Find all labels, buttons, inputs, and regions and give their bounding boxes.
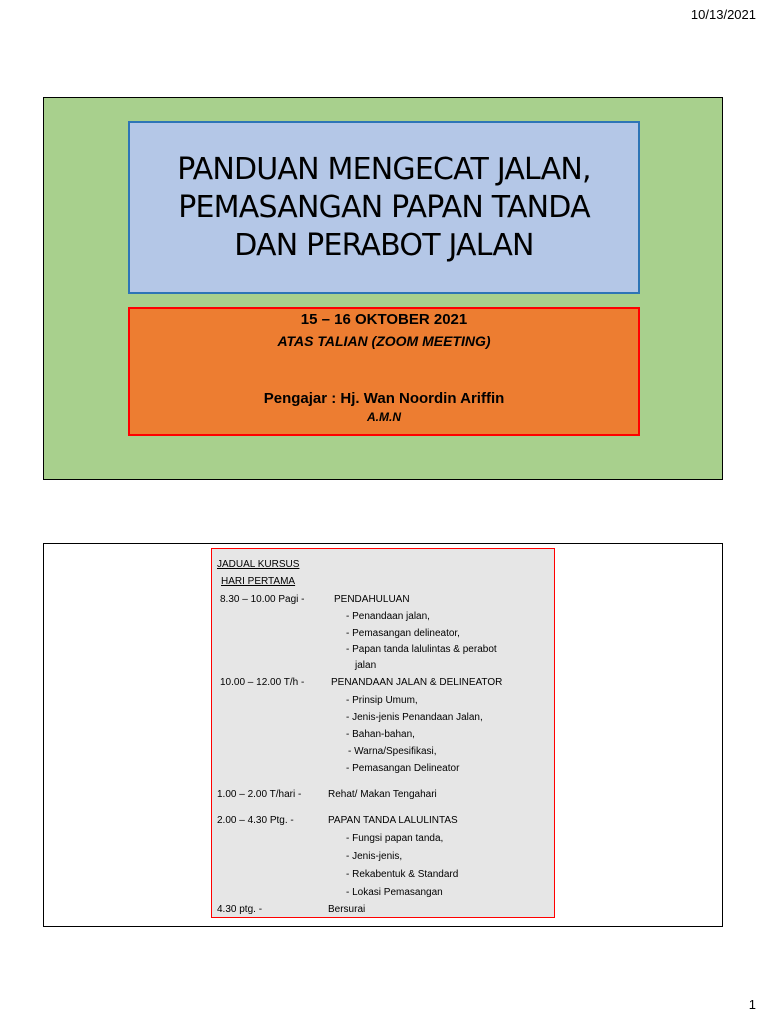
course-mode: ATAS TALIAN (ZOOM MEETING) — [277, 333, 491, 349]
slot-item: - Fungsi papan tanda, — [346, 833, 444, 844]
slot-item: - Penandaan jalan, — [346, 611, 430, 622]
slot-topic: PENANDAAN JALAN & DELINEATOR — [331, 677, 503, 688]
slot-item: - Bahan-bahan, — [346, 729, 415, 740]
slot-item: - Pemasangan delineator, — [346, 628, 460, 639]
slot-time: 4.30 ptg. - — [217, 904, 263, 915]
page-number: 1 — [748, 997, 756, 1012]
schedule-day: HARI PERTAMA — [221, 576, 296, 587]
slot-time: 10.00 – 12.00 T/h - — [220, 677, 305, 688]
slot-time: 8.30 – 10.00 Pagi - — [220, 594, 305, 605]
slot-topic: PAPAN TANDA LALULINTAS — [328, 815, 458, 826]
slot-topic: Bersurai — [328, 904, 366, 915]
teacher-name: Pengajar : Hj. Wan Noordin Ariffin — [263, 390, 505, 407]
slot-item: jalan — [355, 660, 377, 671]
slot-item: - Papan tanda lalulintas & perabot — [346, 644, 497, 655]
slot-item: - Lokasi Pemasangan — [346, 887, 443, 898]
title-line: DAN PERABOT JALAN — [234, 227, 534, 263]
slot-item: - Jenis-jenis, — [346, 851, 403, 862]
slot-item: - Warna/Spesifikasi, — [348, 746, 437, 757]
schedule-heading: JADUAL KURSUS — [217, 559, 300, 570]
schedule-slide — [43, 543, 723, 927]
title-line: PEMASANGAN PAPAN TANDA — [178, 189, 590, 225]
slot-item: - Prinsip Umum, — [346, 695, 418, 706]
course-date: 15 – 16 OKTOBER 2021 — [300, 311, 468, 328]
schedule-box — [211, 548, 555, 918]
slot-item: - Jenis-jenis Penandaan Jalan, — [346, 712, 483, 723]
teacher-title: A.M.N — [367, 410, 401, 424]
slot-topic: PENDAHULUAN — [334, 594, 410, 605]
slot-time: 2.00 – 4.30 Ptg. - — [217, 815, 294, 826]
slot-topic: Rehat/ Makan Tengahari — [328, 789, 437, 800]
title-slide — [43, 97, 723, 480]
print-date: 10/13/2021 — [690, 7, 756, 22]
info-box — [128, 307, 640, 436]
slot-item: - Pemasangan Delineator — [346, 763, 460, 774]
title-line: PANDUAN MENGECAT JALAN, — [177, 151, 591, 187]
slot-item: - Rekabentuk & Standard — [346, 869, 459, 880]
slot-time: 1.00 – 2.00 T/hari - — [217, 789, 302, 800]
title-box — [128, 121, 640, 294]
